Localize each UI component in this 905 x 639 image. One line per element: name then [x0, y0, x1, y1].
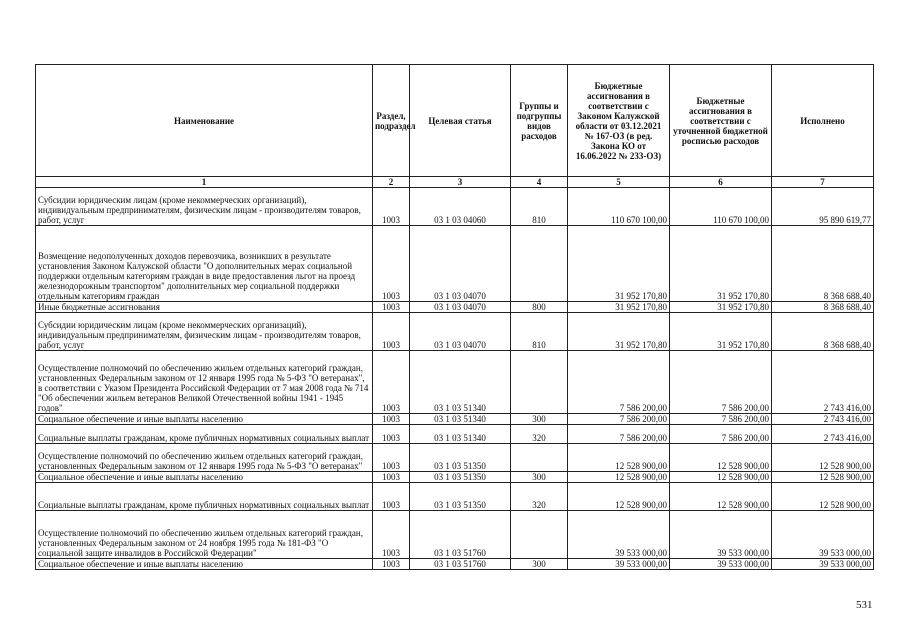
row-executed: 12 528 900,00 — [772, 444, 874, 472]
row-expense-group — [511, 226, 568, 302]
row-section: 1003 — [373, 425, 410, 444]
row-law-allocation: 110 670 100,00 — [568, 188, 670, 226]
column-number: 5 — [568, 177, 670, 188]
budget-execution-table — [35, 64, 874, 570]
row-law-allocation: 7 586 200,00 — [568, 425, 670, 444]
row-section: 1003 — [373, 472, 410, 483]
row-expense-group — [511, 444, 568, 472]
row-expense-group — [511, 351, 568, 414]
row-section: 1003 — [373, 226, 410, 302]
row-executed: 8 368 688,40 — [772, 302, 874, 313]
column-number: 6 — [670, 177, 772, 188]
column-number: 7 — [772, 177, 874, 188]
row-law-allocation: 7 586 200,00 — [568, 351, 670, 414]
row-expense-group: 300 — [511, 559, 568, 570]
row-law-allocation: 12 528 900,00 — [568, 444, 670, 472]
row-expense-group: 320 — [511, 425, 568, 444]
row-roster-allocation: 7 586 200,00 — [670, 414, 772, 425]
row-expense-group: 300 — [511, 472, 568, 483]
row-target-article: 03 1 03 51760 — [410, 511, 511, 559]
row-roster-allocation: 12 528 900,00 — [670, 444, 772, 472]
row-target-article: 03 1 03 51760 — [410, 559, 511, 570]
row-executed: 39 533 000,00 — [772, 511, 874, 559]
header-name: Наименование — [36, 65, 373, 177]
header-law-allocations: Бюджетные ассигнования в соответствии с Законом Калужской области от 03.12.2021 № 167-ОЗ (в ред. Закона КО от 16.06.2022 № 233-ОЗ) — [568, 65, 670, 177]
table-row — [36, 483, 874, 511]
row-law-allocation: 31 952 170,80 — [568, 302, 670, 313]
row-executed: 2 743 416,00 — [772, 351, 874, 414]
row-expense-group: 810 — [511, 313, 568, 351]
row-executed: 39 533 000,00 — [772, 559, 874, 570]
column-number: 3 — [410, 177, 511, 188]
row-target-article: 03 1 03 51350 — [410, 483, 511, 511]
row-name: Осуществление полномочий по обеспечению жильем отдельных категорий граждан, установленных Федеральным законом от 24 ноября 1995 года № 181-ФЗ "О социальной защите инвалидов в Российской Федерации" — [36, 511, 373, 559]
header-roster-allocations: Бюджетные ассигнования в соответствии с уточненной бюджетной росписью расходов — [670, 65, 772, 177]
table-row — [36, 313, 874, 351]
row-roster-allocation: 39 533 000,00 — [670, 559, 772, 570]
row-section: 1003 — [373, 414, 410, 425]
row-law-allocation: 7 586 200,00 — [568, 414, 670, 425]
row-section: 1003 — [373, 483, 410, 511]
column-number: 4 — [511, 177, 568, 188]
row-name: Социальное обеспечение и иные выплаты населению — [36, 559, 373, 570]
row-target-article: 03 1 03 04070 — [410, 313, 511, 351]
row-roster-allocation: 110 670 100,00 — [670, 188, 772, 226]
row-expense-group: 320 — [511, 483, 568, 511]
row-section: 1003 — [373, 351, 410, 414]
table-row — [36, 226, 874, 302]
row-roster-allocation: 12 528 900,00 — [670, 472, 772, 483]
row-section: 1003 — [373, 313, 410, 351]
row-target-article: 03 1 03 51340 — [410, 414, 511, 425]
row-roster-allocation: 31 952 170,80 — [670, 226, 772, 302]
row-roster-allocation: 31 952 170,80 — [670, 302, 772, 313]
row-executed: 2 743 416,00 — [772, 425, 874, 444]
row-law-allocation: 31 952 170,80 — [568, 226, 670, 302]
header-section: Раздел, подраздел — [373, 65, 410, 177]
row-section: 1003 — [373, 188, 410, 226]
row-law-allocation: 12 528 900,00 — [568, 483, 670, 511]
header-target-article: Целевая статья — [410, 65, 511, 177]
row-roster-allocation: 12 528 900,00 — [670, 483, 772, 511]
page-number: 531 — [856, 599, 873, 611]
header-row — [36, 65, 874, 177]
row-roster-allocation: 7 586 200,00 — [670, 425, 772, 444]
row-target-article: 03 1 03 04070 — [410, 226, 511, 302]
row-executed: 12 528 900,00 — [772, 472, 874, 483]
row-name: Субсидии юридическим лицам (кроме некоммерческих организаций), индивидуальным предпринимателям, физическим лицам - производителям товаров, работ, услуг — [36, 188, 373, 226]
row-name: Возмещение недополученных доходов перевозчика, возникших в результате установления Законом Калужской области "О дополнительных мерах социальной поддержки отдельным категориям граждан в виде предоставления льгот на проезд железнодорожным транспортом" дополнительных мер социальной поддержки отдельным категориям граждан — [36, 226, 373, 302]
row-name: Осуществление полномочий по обеспечению жильем отдельных категорий граждан, установленных Федеральным законом от 12 января 1995 года № 5-ФЗ "О ветеранах" — [36, 444, 373, 472]
row-name: Иные бюджетные ассигнования — [36, 302, 373, 313]
table-row — [36, 511, 874, 559]
row-expense-group: 810 — [511, 188, 568, 226]
row-executed: 8 368 688,40 — [772, 226, 874, 302]
row-roster-allocation: 31 952 170,80 — [670, 313, 772, 351]
row-roster-allocation: 7 586 200,00 — [670, 351, 772, 414]
row-section: 1003 — [373, 302, 410, 313]
column-number: 1 — [36, 177, 373, 188]
row-section: 1003 — [373, 511, 410, 559]
table-row — [36, 302, 874, 313]
row-law-allocation: 39 533 000,00 — [568, 511, 670, 559]
row-section: 1003 — [373, 444, 410, 472]
table-row — [36, 425, 874, 444]
column-number-row — [36, 177, 874, 188]
row-target-article: 03 1 03 04070 — [410, 302, 511, 313]
row-law-allocation: 12 528 900,00 — [568, 472, 670, 483]
row-expense-group: 300 — [511, 414, 568, 425]
table-row — [36, 559, 874, 570]
row-roster-allocation: 39 533 000,00 — [670, 511, 772, 559]
row-executed: 2 743 416,00 — [772, 414, 874, 425]
row-name: Социальные выплаты гражданам, кроме публичных нормативных социальных выплат — [36, 425, 373, 444]
row-executed: 8 368 688,40 — [772, 313, 874, 351]
row-target-article: 03 1 03 51350 — [410, 444, 511, 472]
header-expense-group: Группы и подгруппы видов расходов — [511, 65, 568, 177]
row-target-article: 03 1 03 51340 — [410, 425, 511, 444]
row-expense-group — [511, 511, 568, 559]
column-number: 2 — [373, 177, 410, 188]
row-executed: 12 528 900,00 — [772, 483, 874, 511]
row-expense-group: 800 — [511, 302, 568, 313]
row-name: Социальное обеспечение и иные выплаты населению — [36, 414, 373, 425]
row-name: Социальное обеспечение и иные выплаты населению — [36, 472, 373, 483]
row-name: Социальные выплаты гражданам, кроме публичных нормативных социальных выплат — [36, 483, 373, 511]
row-law-allocation: 31 952 170,80 — [568, 313, 670, 351]
row-law-allocation: 39 533 000,00 — [568, 559, 670, 570]
table-row — [36, 351, 874, 414]
row-name: Субсидии юридическим лицам (кроме некоммерческих организаций), индивидуальным предпринимателям, физическим лицам - производителям товаров, работ, услуг — [36, 313, 373, 351]
table-row — [36, 472, 874, 483]
row-section: 1003 — [373, 559, 410, 570]
header-executed: Исполнено — [772, 65, 874, 177]
table-row — [36, 188, 874, 226]
table-row — [36, 414, 874, 425]
row-executed: 95 890 619,77 — [772, 188, 874, 226]
row-target-article: 03 1 03 04060 — [410, 188, 511, 226]
row-target-article: 03 1 03 51350 — [410, 472, 511, 483]
row-name: Осуществление полномочий по обеспечению жильем отдельных категорий граждан, установленных Федеральным законом от 12 января 1995 года № 5-ФЗ "О ветеранах", в соответствии с Указом Президента Российской Федерации от 7 мая 2008 года № 714 "Об обеспечении жильем ветеранов Великой Отечественной войны 1941 - 1945 годов" — [36, 351, 373, 414]
table-row — [36, 444, 874, 472]
row-target-article: 03 1 03 51340 — [410, 351, 511, 414]
